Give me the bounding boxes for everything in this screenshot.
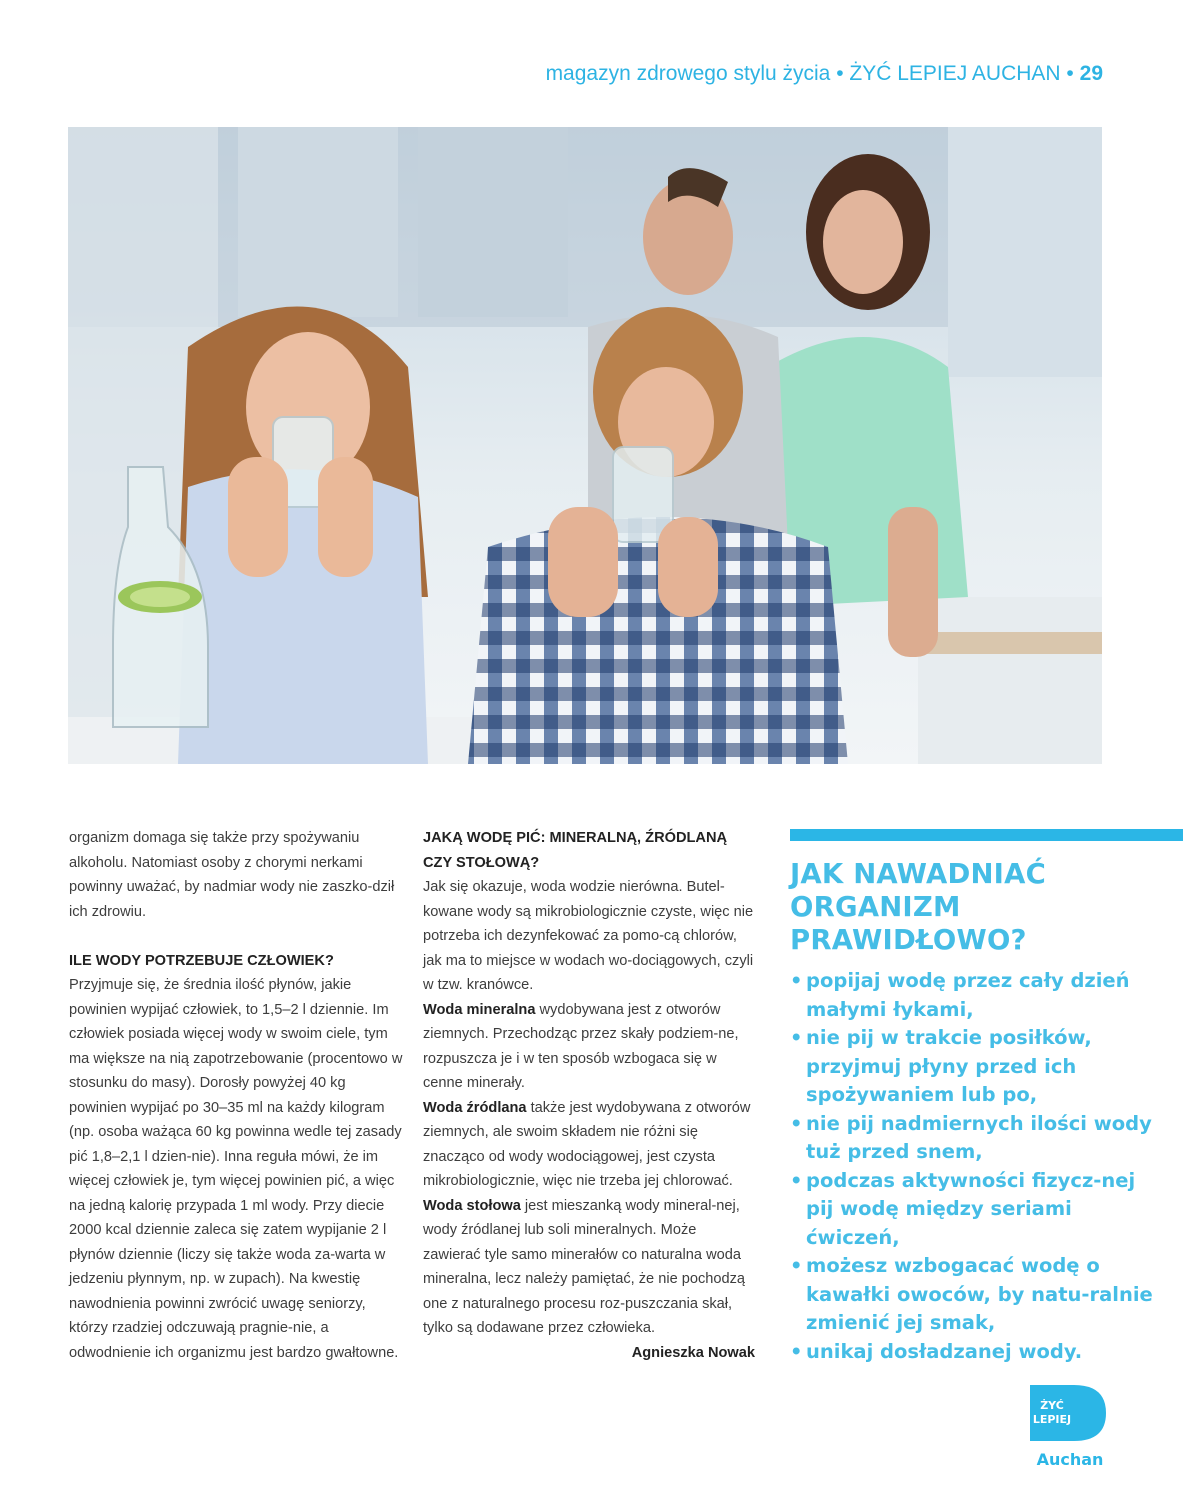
paragraph: Przyjmuje się, że średnia ilość płynów, jakie powinien wypijać człowiek, to 1,5–2 l dziennie. Im człowiek posiada więcej wody w swoim ciele, tym ma większe na nią zapotrzebowanie (procentowo w stosunku do masy). Dorosły powyżej 40 kg powinien wypijać po 30–35 ml na każdy kilogram (np. osoba ważąca 60 kg powinna wedle tej zasady pić 1,8–2,1 l dzien-nie). Inna reguła mówi, że im więcej człowiek je, tym więcej powinien pić, a więc na jedną kalorię przypada 1 ml wody. Przy diecie 2000 kcal dziennie zaleca się zatem wypijanie 2 l płynów dziennie (liczy się także woda za-warta w jedzeniu płynnym, np. w zupach). Na kwestię nawodnienia powinni zwrócić uwagę seniorzy, którzy rzadziej odczuwają pragnie-nie, a odwodnienie ich organizmu jest bardzo gwałtowne. — [69, 977, 403, 1361]
list-item: • podczas aktywności fizycz-nej pij wodę między seriami ćwiczeń, — [790, 1167, 1166, 1253]
paragraph: Woda mineralna wydobywana jest z otworów ziemnych. Przechodząc przez skały podziem-ne, rozpuszcza je i w ten sposób wzbogaca się w cenne minerały. — [423, 1001, 739, 1091]
paragraph: Jak się okazuje, woda wodzie nierówna. Butel-kowane wody są mikrobiologicznie czyste, więc nie potrzeba ich dezynfekować za pomo-cą chlorów, jak ma to miejsce w wodach wo-dociągowych, czyli w tzw. kranówce. — [423, 879, 754, 993]
list-item: • nie pij w trakcie posiłków, przyjmuj płyny przed ich spożywaniem lub po, — [790, 1024, 1166, 1110]
list-item: • nie pij nadmiernych ilości wody tuż przed snem, — [790, 1110, 1166, 1167]
section-heading: JAKĄ WODĘ PIĆ: MINERALNĄ, ŹRÓDLANĄ CZY STOŁOWĄ? — [423, 830, 728, 871]
term-mineral-water: Woda mineralna — [423, 1001, 536, 1018]
section-heading: ILE WODY POTRZEBUJE CZŁOWIEK? — [69, 952, 334, 969]
article-column-1 — [69, 826, 403, 1365]
sidebar-title: JAK NAWADNIAĆ ORGANIZM PRAWIDŁOWO? — [790, 858, 1046, 956]
list-item: • unikaj dosładzanej wody. — [790, 1338, 1166, 1367]
term-table-water: Woda stołowa — [423, 1197, 521, 1214]
tips-list — [790, 967, 1183, 1366]
zyc-lepiej-auchan-logo — [1022, 1385, 1112, 1470]
list-item: • możesz wzbogacać wodę o kawałki owoców, by natu-ralnie zmienić jej smak, — [790, 1252, 1166, 1338]
paragraph: organizm domaga się także przy spożywaniu alkoholu. Natomiast osoby z chorymi nerkami powinny uważać, by nadmiar wody nie zaszko-dził ich zdrowiu. — [69, 830, 395, 920]
article-column-2 — [423, 826, 755, 1365]
term-spring-water: Woda źródlana — [423, 1099, 527, 1116]
list-item: • popijaj wodę przez cały dzień małymi łykami, — [790, 967, 1166, 1024]
page-number: 29 — [1079, 62, 1103, 85]
paragraph: Woda źródlana także jest wydobywana z otworów ziemnych, ale swoim składem nie różni się znacząco od wody wodociągowej, jest czysta mikrobiologicznie, więc nie trzeba jej chlorować. — [423, 1099, 751, 1189]
author-name: Agnieszka Nowak — [631, 1344, 755, 1361]
tips-sidebar — [790, 829, 1183, 1366]
logo-line-1: ŻYĆ — [1040, 1399, 1064, 1412]
family-drinking-water-photo — [68, 127, 1102, 764]
logo-brand: Auchan — [1036, 1450, 1104, 1469]
sidebar-accent-bar — [790, 829, 1183, 841]
running-header — [546, 62, 1103, 86]
logo-line-2: LEPIEJ — [1032, 1413, 1072, 1426]
header-text: magazyn zdrowego stylu życia • ŻYĆ LEPIEJ AUCHAN • — [545, 62, 1074, 85]
paragraph: Woda stołowa jest mieszanką wody mineral-nej, wody źródlanej lub soli mineralnych. Może zawierać tyle samo minerałów co naturalna woda mineralna, lecz należy pamiętać, że nie pochodzą one z naturalnego procesu roz-puszczania skał, tylko są dodawane przez człowieka. — [423, 1197, 746, 1336]
